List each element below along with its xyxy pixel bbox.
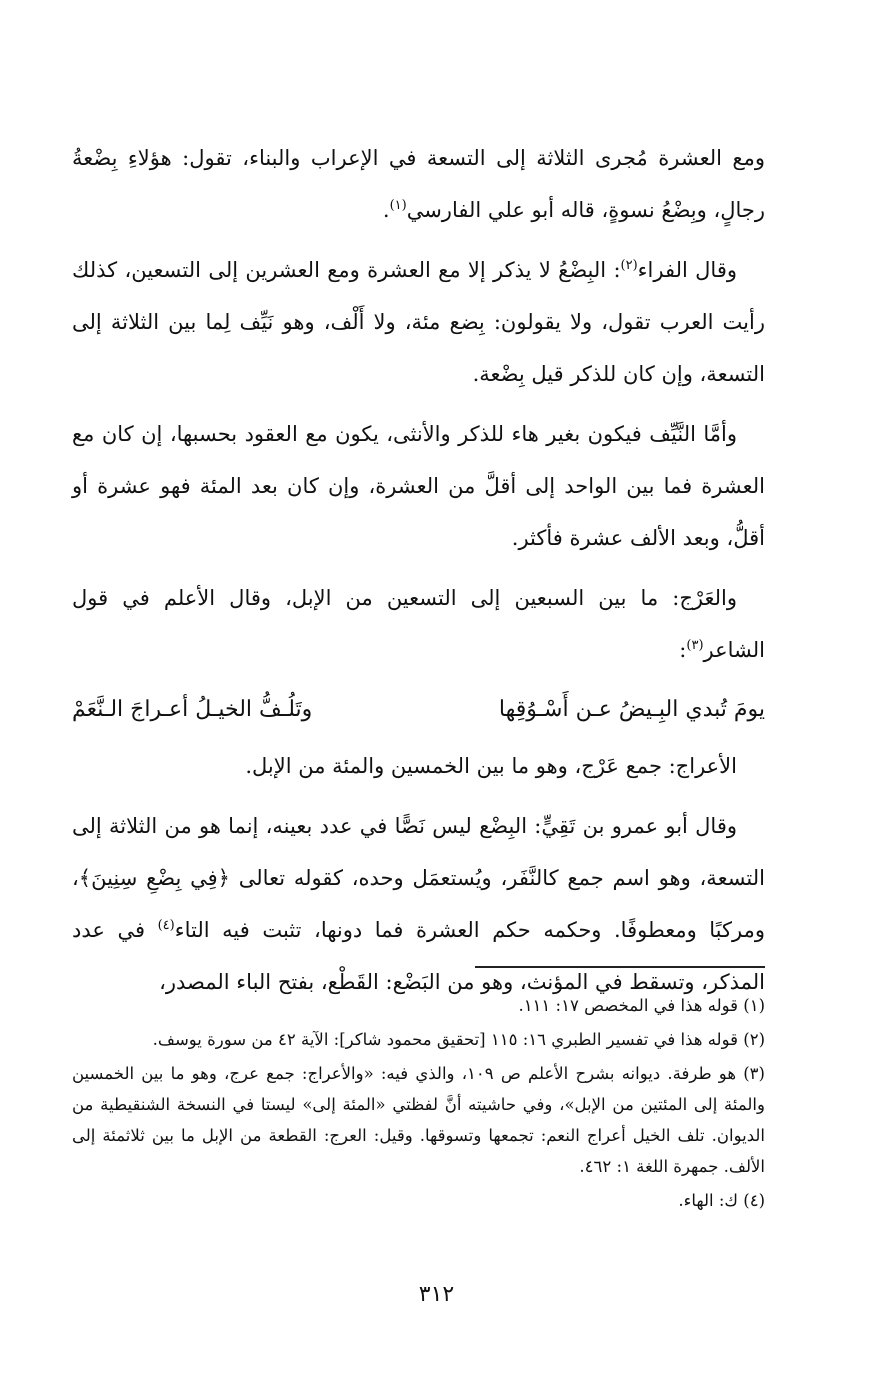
footnote-ref: (١) — [389, 198, 407, 213]
paragraph-text: وقال أبو عمرو بن تَقِيٍّ: البِضْع ليس نَصًّا في عدد بعينه، إنما هو من الثلاثة إلى التسعة، وهو اسم جمع كالنَّفَر، ويُستعمَل وحده، كقوله تعالى ﴿فِي بِضْعِ سِنِينَ﴾، ومركبًا ومعطوفًا. وحكمه حكم العشرة فما دونها، تثبت فيه التاء — [72, 814, 765, 942]
footnote-separator — [475, 966, 765, 968]
verse-first-hemistich: يومَ تُبدي البِـيضُ عـن أَسْـوُقِها — [498, 697, 765, 722]
paragraph-text: والعَرْج: ما بين السبعين إلى التسعين من الإبل، وقال الأعلم في قول الشاعر — [72, 586, 765, 662]
footnote-ref: (٤) — [157, 918, 175, 933]
paragraph-text: وأمَّا النَّيِّف فيكون بغير هاء للذكر والأنثى، يكون مع العقود بحسبها، إن كان مع العشرة فما بين الواحد إلى أقلَّ من العشرة، وإن كان بعد المئة فهو عشرة أو أقلُّ، وبعد الألف عشرة فأكثر. — [72, 422, 765, 550]
footnote-ref: (٢) — [620, 258, 638, 273]
paragraph — [72, 244, 765, 400]
paragraph-text: ومع العشرة مُجرى الثلاثة إلى التسعة في الإعراب والبناء، تقول: هؤلاءِ بِضْعةُ رجالٍ، وبِضْعُ نسوةٍ، قاله أبو علي الفارسي — [72, 146, 765, 222]
footnote: (١) قوله هذا في المخصص ١٧: ١١١. — [518, 996, 765, 1015]
paragraph-text: الأعراج: جمع عَرْج، وهو ما بين الخمسين والمئة من الإبل. — [245, 754, 737, 778]
footnote-ref: (٣) — [686, 638, 704, 653]
footnote: (٢) قوله هذا في تفسير الطبري ١٦: ١١٥ [تحقيق محمود شاكر]: الآية ٤٢ من سورة يوسف. — [152, 1030, 765, 1049]
verse-second-hemistich: وتَلُـفُّ الخيـلُ أعـراجَ الـنَّعَمْ — [72, 697, 313, 722]
paragraph — [72, 800, 765, 1008]
paragraph: ومع العشرة مُجرى الثلاثة إلى التسعة في الإعراب والبناء، تقول: هؤلاءِ بِضْعةُ رجالٍ، وبِضْعُ نسوةٍ، قاله أبو علي الفارسي$^{(١)}$. — [72, 146, 765, 222]
paragraph-text: وقال الفراء — [637, 258, 737, 282]
paragraph-text: : البِضْعُ لا يذكر إلا مع العشرة ومع العشرين إلى التسعين، كذلك رأيت العرب تقول، ولا يقولون: بِضع مئة، ولا أَلْف، وهو نَيِّف لِما بين الثلاثة إلى التسعة، وإن كان للذكر قيل بِضْعة. — [72, 258, 765, 386]
paragraph — [72, 740, 765, 792]
paragraph — [72, 408, 765, 564]
footnotes — [72, 990, 765, 1219]
footnote: (٤) ك: الهاء. — [678, 1191, 765, 1210]
paragraph: والعَرْج: ما بين السبعين إلى التسعين من الإبل، وقال الأعلم في قول الشاعر$^{(٣)}$: — [72, 586, 765, 662]
poetry-verse — [72, 684, 765, 736]
paragraph-text: في عدد المذكر، وتسقط في المؤنث، وهو من البَضْع: القَطْع، بفتح الباء المصدر، — [72, 918, 765, 994]
page-number: ٣١٢ — [418, 1282, 455, 1307]
footnote: (٣) هو طرفة. ديوانه بشرح الأعلم ص ١٠٩، والذي فيه: «والأعراج: جمع عرج، وهو ما بين الخمسين والمئة إلى المئتين من الإبل»، وفي حاشيته أنَّ لفظتي «المئة إلى» ليستا في النسخة الشنقيطية من الديوان. تلف الخيل أعراج النعم: تجمعها وتسوقها. وقيل: العرج: القطعة من الإبل ما بين ثلاثمئة إلى الألف. جمهرة اللغة ١: ٤٦٢. — [72, 1064, 765, 1176]
main-text — [72, 132, 765, 1016]
